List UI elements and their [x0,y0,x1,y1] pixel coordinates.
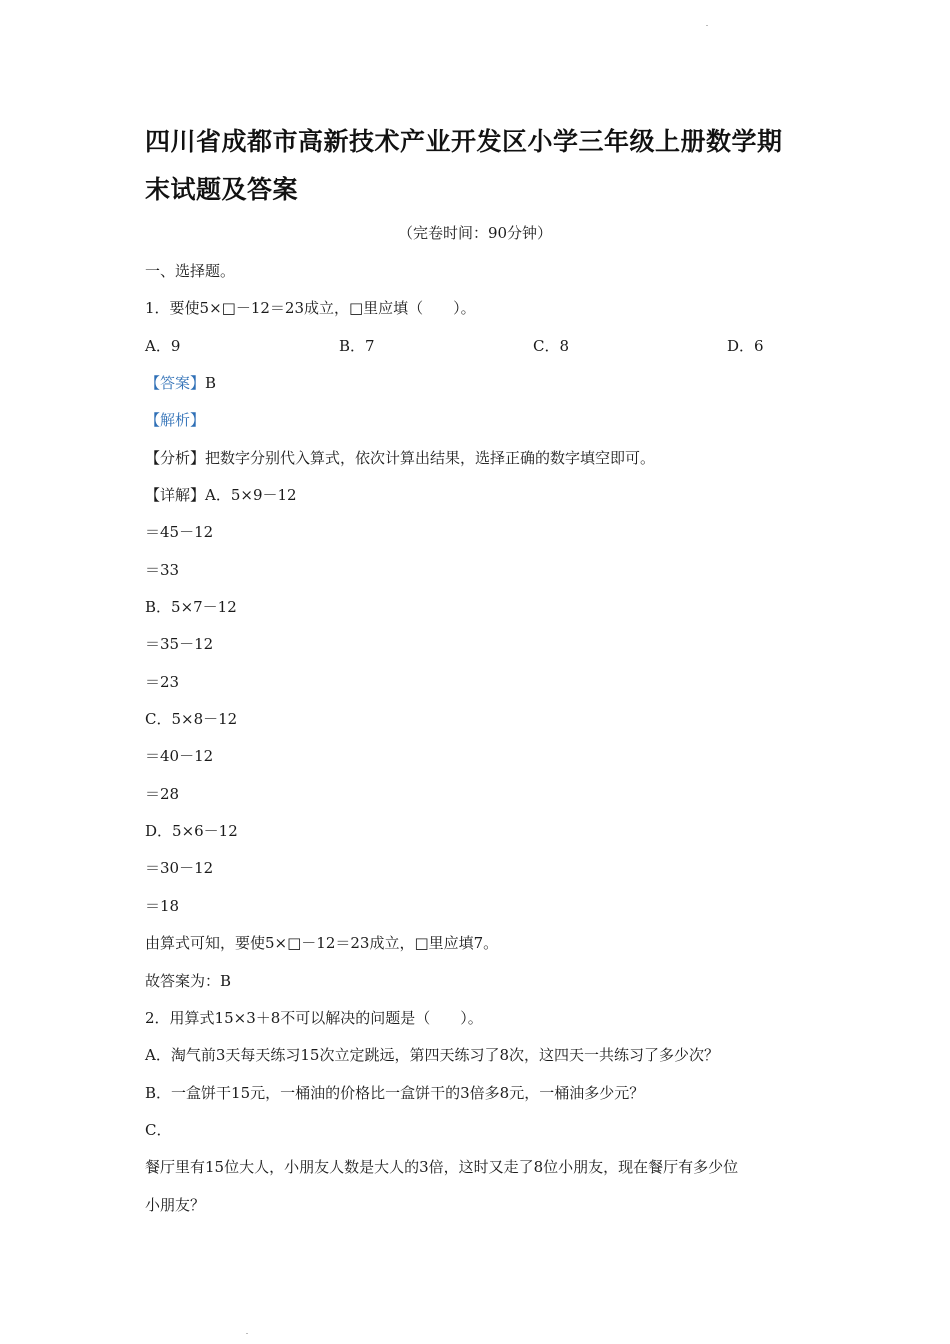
q1-step: ＝28 [145,785,180,803]
corner-mark [706,25,708,26]
q2-option-c-text: 餐厅里有15位大人，小朋友人数是大人的3倍，这时又走了8位小朋友，现在餐厅有多少位 [145,1158,739,1176]
q1-option-b: B．7 [339,337,375,355]
q2-option-c-label: C． [145,1121,172,1139]
q1-step: ＝45－12 [145,523,214,541]
q1-step: ＝35－12 [145,635,214,653]
section-heading: 一、选择题。 [145,262,236,280]
q1-step: C．5×8－12 [145,710,238,728]
document-title: 四川省成都市高新技术产业开发区小学三年级上册数学期末试题及答案 [145,127,783,204]
q1-step: ＝30－12 [145,859,214,877]
q1-step: D．5×6－12 [145,822,238,840]
q1-conclusion: 由算式可知，要使5×□－12＝23成立，□里应填7。 [145,934,499,952]
footer-mark [246,1333,248,1334]
analysis-tag: 【解析】 [145,411,206,429]
fenxi-text: 把数字分别代入算式，依次计算出结果，选择正确的数字填空即可。 [205,449,656,467]
q1-step: ＝40－12 [145,747,214,765]
q1-option-c: C．8 [533,337,570,355]
q1-xiangjie [145,484,297,506]
answer-tag: 【答案】 [145,374,206,392]
q1-step: ＝23 [145,673,180,691]
exam-duration: （完卷时间：90分钟） [397,224,553,242]
q2-option-b: B．一盒饼干15元，一桶油的价格比一盒饼干的3倍多8元，一桶油多少元？ [145,1084,645,1102]
q1-step: B．5×7－12 [145,598,237,616]
q1-option-a: A．9 [145,337,181,355]
fenxi-tag: 【分析】 [145,449,206,467]
q1-fenxi [145,447,655,469]
q1-step: ＝33 [145,561,180,579]
q1-final-answer: 故答案为：B [145,972,232,990]
xiangjie-tag: 【详解】 [145,486,206,504]
q1-step: ＝18 [145,897,180,915]
q1-answer [145,372,216,394]
q2-option-c-text-cont: 小朋友？ [145,1196,206,1214]
answer-value: B [205,374,217,392]
q2-option-a: A．淘气前3天每天练习15次立定跳远，第四天练习了8次，这四天一共练习了多少次？ [145,1046,720,1064]
q1-option-d: D．6 [727,337,764,355]
question-2-stem: 2．用算式15×3＋8不可以解决的问题是（ ）。 [145,1009,483,1027]
question-1-stem: 1．要使5×□－12＝23成立，□里应填（ ）。 [145,299,476,317]
xiangjie-text: A．5×9－12 [205,486,297,504]
